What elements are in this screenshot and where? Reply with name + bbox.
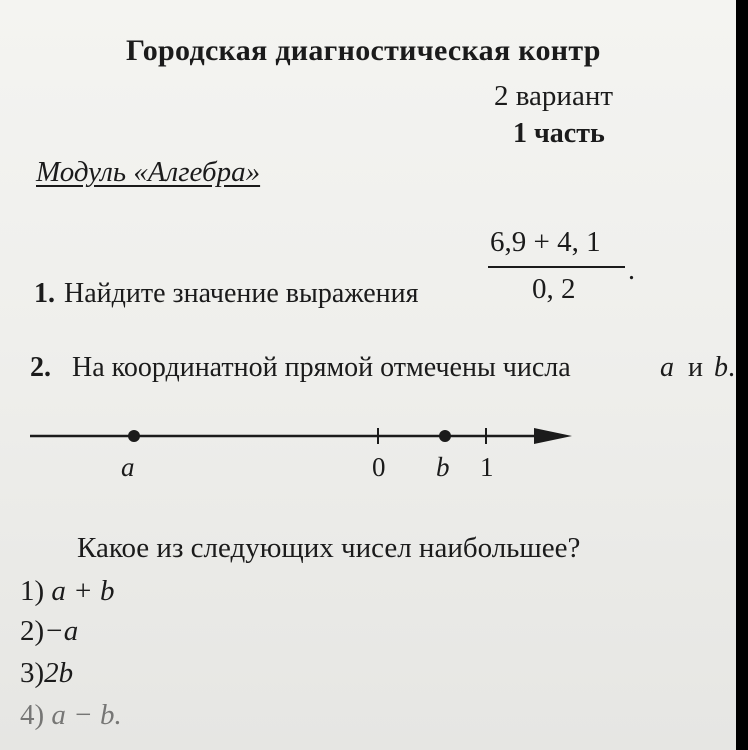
fraction-denominator: 0, 2 bbox=[532, 273, 576, 305]
number-line-label-b: b bbox=[436, 452, 450, 482]
answer-option-4-number: 4) bbox=[20, 699, 45, 731]
number-line-label-one: 1 bbox=[480, 452, 494, 482]
part-label: 1 часть bbox=[513, 118, 605, 149]
task1-text: Найдите значение выражения bbox=[64, 278, 419, 309]
photo-dark-edge bbox=[736, 0, 748, 750]
point-b bbox=[439, 430, 451, 442]
point-a bbox=[128, 430, 140, 442]
answer-option-3-expr: 2b bbox=[44, 657, 74, 689]
answer-option-4-expr: a − b. bbox=[51, 699, 122, 731]
task1-number: 1. bbox=[34, 278, 55, 309]
answer-option-3-number: 3) bbox=[20, 657, 45, 689]
task2-var-b: b bbox=[714, 352, 728, 383]
answer-option-1 bbox=[20, 575, 115, 608]
task2-number: 2. bbox=[30, 352, 51, 383]
module-heading: Модуль «Алгебра» bbox=[36, 156, 261, 188]
answer-option-3 bbox=[20, 657, 73, 690]
number-line bbox=[0, 410, 600, 460]
fraction-bar bbox=[488, 266, 625, 268]
answer-option-1-number: 1) bbox=[20, 575, 45, 607]
task2-text: На координатной прямой отмечены числа bbox=[72, 352, 571, 383]
number-line-arrow-icon bbox=[534, 428, 572, 444]
answer-option-2 bbox=[20, 615, 78, 648]
task2-question: Какое из следующих чисел наибольшее? bbox=[77, 532, 581, 564]
number-line-label-a: a bbox=[121, 452, 135, 482]
number-line-label-zero: 0 bbox=[372, 452, 386, 482]
page-title: Городская диагностическая контр bbox=[126, 34, 601, 67]
answer-option-4 bbox=[20, 699, 122, 732]
task2-var-a: a bbox=[660, 352, 674, 383]
answer-option-2-expr: −a bbox=[44, 615, 79, 647]
task2-conjunction: и bbox=[688, 352, 703, 383]
answer-option-1-expr: a + b bbox=[51, 575, 115, 607]
fraction-numerator: 6,9 + 4, 1 bbox=[490, 226, 601, 258]
task2-period: . bbox=[728, 352, 735, 383]
variant-label: 2 вариант bbox=[494, 80, 614, 112]
fraction-period: . bbox=[628, 255, 635, 286]
answer-option-2-number: 2) bbox=[20, 615, 45, 647]
